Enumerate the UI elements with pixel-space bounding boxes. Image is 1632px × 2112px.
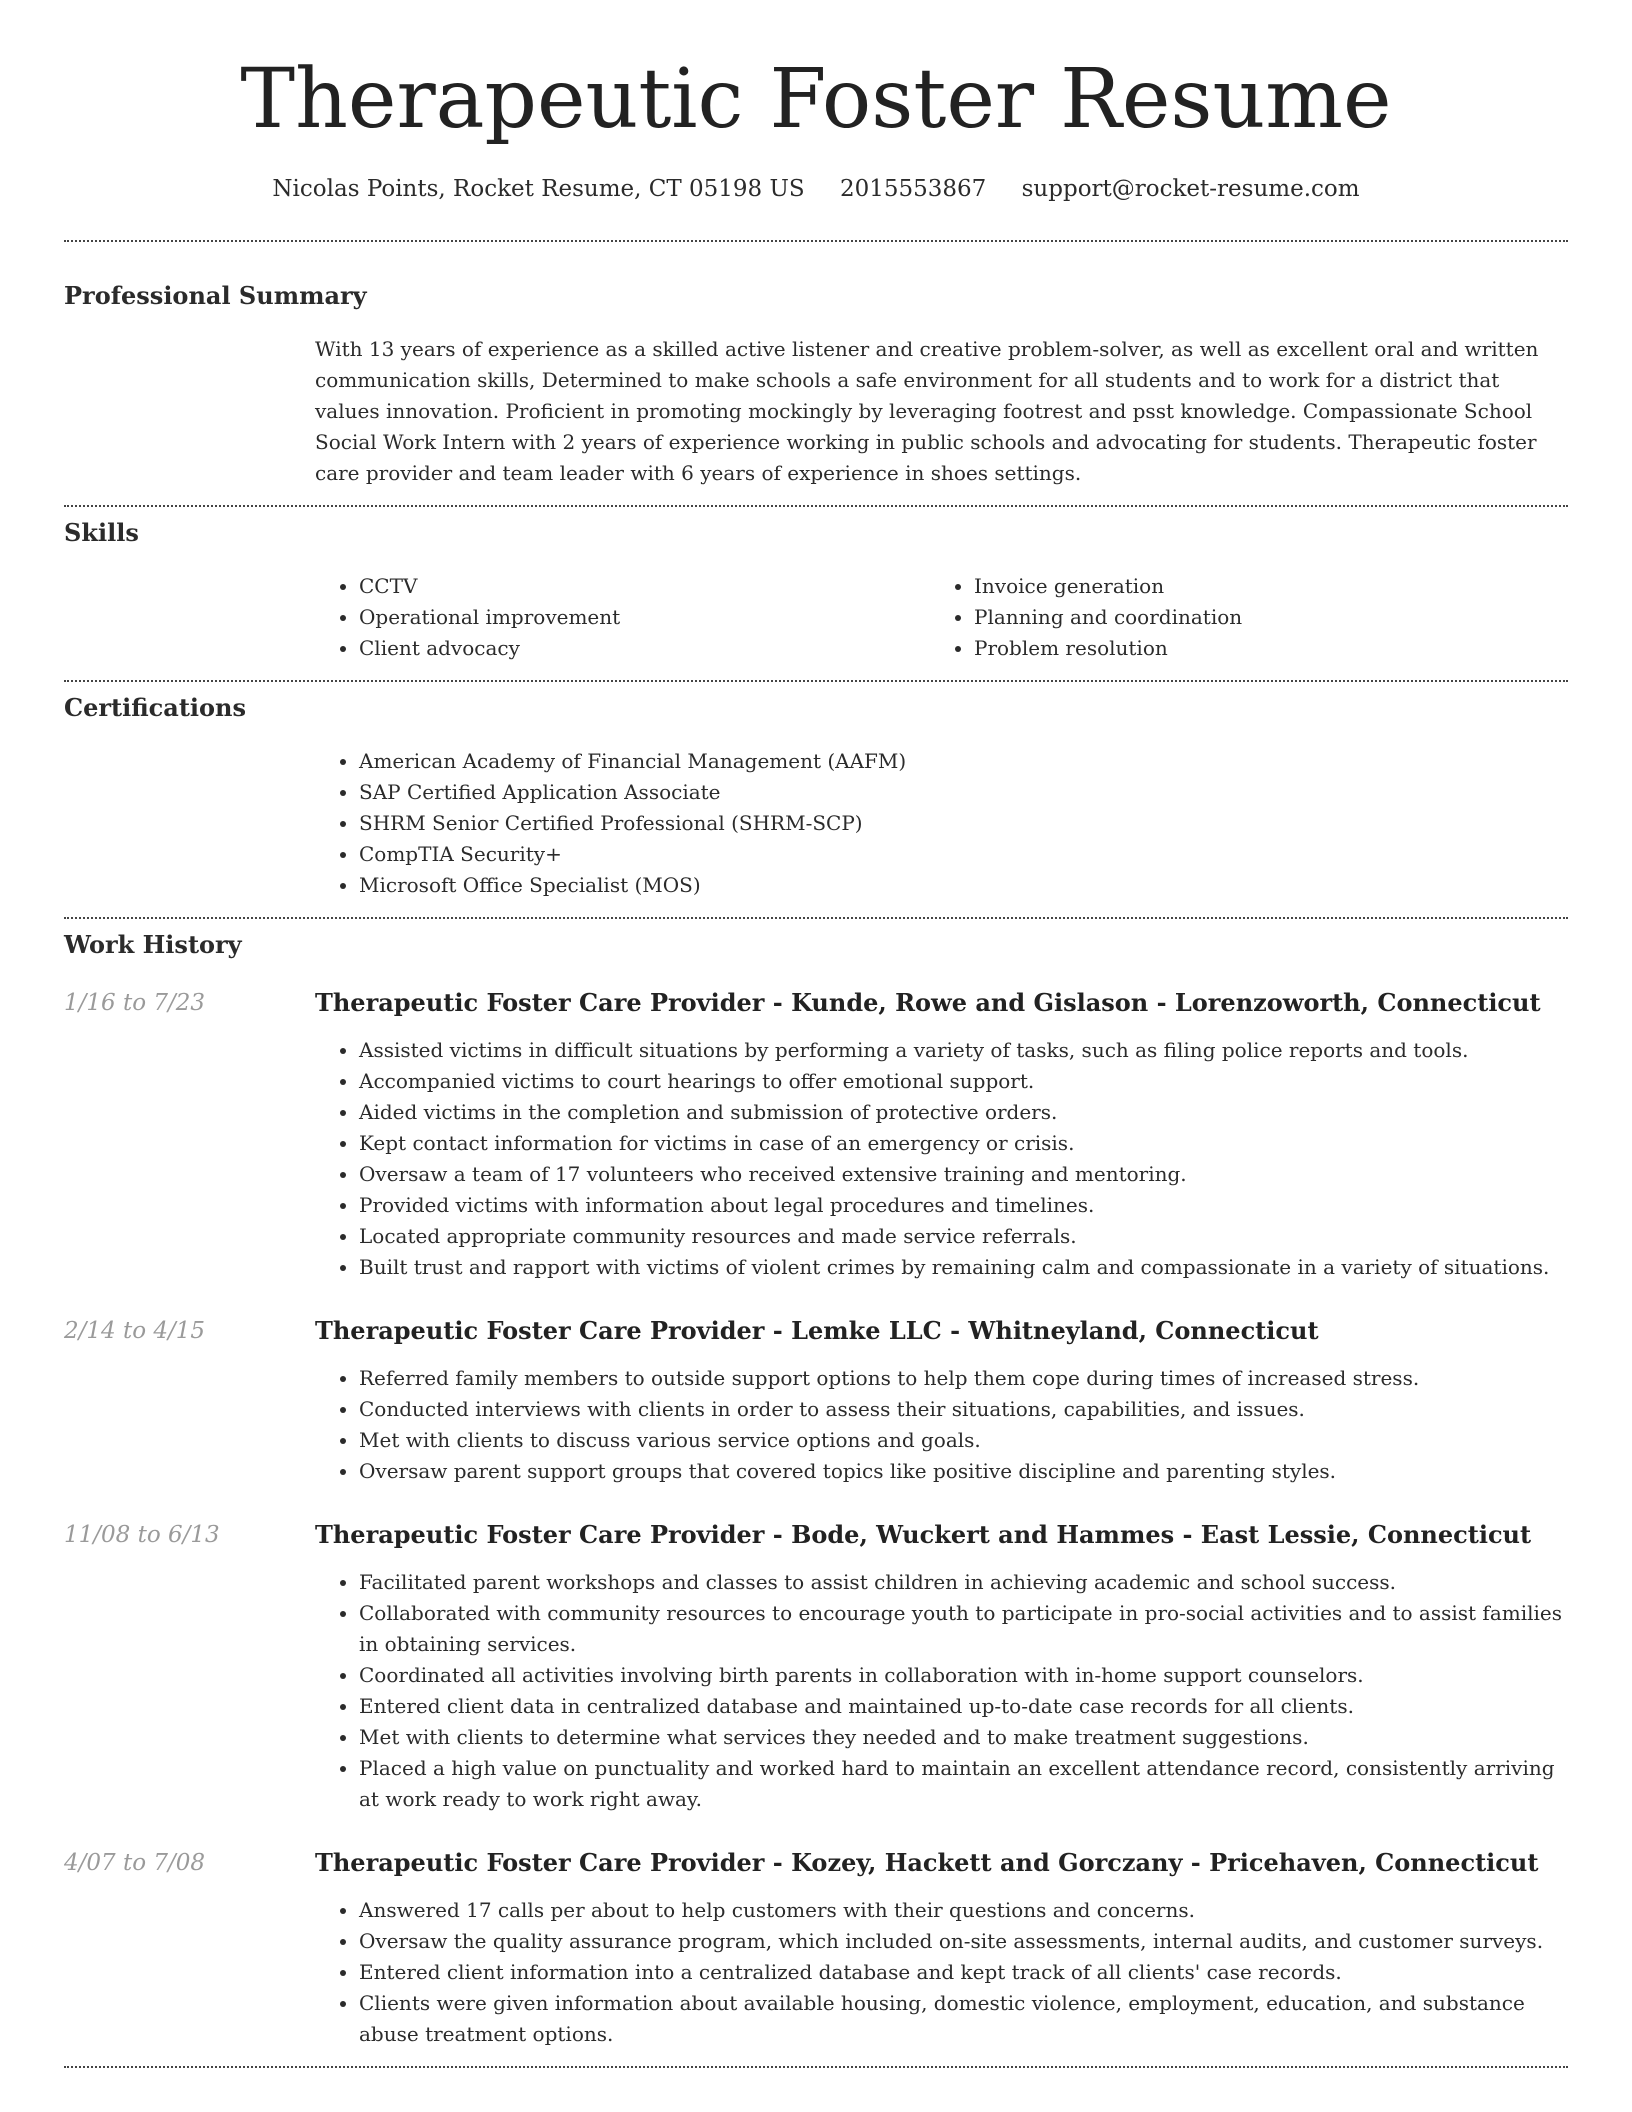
summary-section	[64, 242, 1568, 489]
job-content	[315, 1519, 1568, 1815]
certifications-content	[315, 746, 1568, 901]
skill-item: • CCTV	[359, 571, 930, 602]
job-bullet: • Oversaw parent support groups that covered topics like positive discipline and parenting styles.	[359, 1456, 1568, 1487]
job-title: Therapeutic Foster Care Provider - Kozey, Hackett and Gorczany - Pricehaven, Connecticut	[315, 1848, 1539, 1877]
job-bullet: • Conducted interviews with clients in order to assess their situations, capabilities, and issues.	[359, 1394, 1568, 1425]
job-title: Therapeutic Foster Care Provider - Kunde, Rowe and Gislason - Lorenzoworth, Connecticut	[315, 988, 1541, 1017]
job-bullet: • Answered 17 calls per about to help customers with their questions and concerns.	[359, 1895, 1568, 1926]
skill-item: • Problem resolution	[974, 633, 1545, 664]
job-title: Therapeutic Foster Care Provider - Bode, Wuckert and Hammes - East Lessie, Connecticut	[315, 1520, 1532, 1549]
divider	[64, 2066, 1568, 2068]
certifications-list	[315, 746, 1568, 901]
resume-title: Therapeutic Foster Resume	[240, 52, 1392, 147]
contact-email: support@rocket-resume.com	[1021, 176, 1360, 202]
job-bullet: • Provided victims with information about legal procedures and timelines.	[359, 1190, 1568, 1221]
certification-item: • American Academy of Financial Management (AAFM)	[359, 746, 1568, 777]
job-content	[315, 1315, 1568, 1487]
job-bullet: • Facilitated parent workshops and classes to assist children in achieving academic and school success.	[359, 1567, 1568, 1598]
job-bullet: • Located appropriate community resources and made service referrals.	[359, 1221, 1568, 1252]
contact-phone: 2015553867	[839, 176, 987, 202]
job-entry	[64, 1519, 1568, 1815]
job-bullet: • Assisted victims in difficult situations by performing a variety of tasks, such as filing police reports and tools.	[359, 1035, 1568, 1066]
job-content	[315, 1847, 1568, 2050]
skills-section	[64, 507, 1568, 664]
job-bullet: • Placed a high value on punctuality and worked hard to maintain an excellent attendance record, consistently arriving at work ready to work right away.	[359, 1753, 1568, 1815]
job-dates: 11/08 to 6/13	[64, 1522, 220, 1548]
contact-address: Nicolas Points, Rocket Resume, CT 05198 US	[272, 176, 805, 202]
job-content	[315, 987, 1568, 1283]
contact-line	[64, 174, 1568, 204]
skills-list-left	[315, 571, 930, 664]
job-entry	[64, 1847, 1568, 2050]
certification-item: • Microsoft Office Specialist (MOS)	[359, 870, 1568, 901]
certification-item: • SAP Certified Application Associate	[359, 777, 1568, 808]
certifications-section	[64, 682, 1568, 901]
job-bullet: • Aided victims in the completion and submission of protective orders.	[359, 1097, 1568, 1128]
job-entry	[64, 987, 1568, 1283]
skill-item: • Operational improvement	[359, 602, 930, 633]
job-bullet: • Referred family members to outside support options to help them cope during times of increased stress.	[359, 1363, 1568, 1394]
summary-text: With 13 years of experience as a skilled active listener and creative problem-solver, as well as excellent oral and written communication skills, Determined to make schools a safe environment for all students and to work for a district that values innovation. Proficient in promoting mockingly by leveraging footrest and psst knowledge. Compassionate School Social Work Intern with 2 years of experience working in public schools and advocating for students. Therapeutic foster care provider and team leader with 6 years of experience in shoes settings.	[315, 337, 1539, 485]
job-bullet: • Kept contact information for victims in case of an emergency or crisis.	[359, 1128, 1568, 1159]
summary-content	[315, 334, 1568, 489]
skills-grid	[315, 571, 1568, 664]
job-bullets	[315, 1567, 1568, 1815]
job-bullets	[315, 1035, 1568, 1283]
skills-heading: Skills	[64, 518, 139, 547]
skills-list-right	[930, 571, 1545, 664]
job-bullet: • Met with clients to discuss various service options and goals.	[359, 1425, 1568, 1456]
certification-item: • CompTIA Security+	[359, 839, 1568, 870]
job-bullet: • Oversaw a team of 17 volunteers who received extensive training and mentoring.	[359, 1159, 1568, 1190]
summary-heading: Professional Summary	[64, 281, 367, 310]
work-history-section	[64, 919, 1568, 2050]
certification-item: • SHRM Senior Certified Professional (SHRM-SCP)	[359, 808, 1568, 839]
skill-item: • Invoice generation	[974, 571, 1545, 602]
job-bullet: • Met with clients to determine what services they needed and to make treatment suggestions.	[359, 1722, 1568, 1753]
job-bullet: • Entered client data in centralized database and maintained up-to-date case records for all clients.	[359, 1691, 1568, 1722]
job-bullet: • Oversaw the quality assurance program, which included on-site assessments, internal audits, and customer surveys.	[359, 1926, 1568, 1957]
job-bullet: • Collaborated with community resources to encourage youth to participate in pro-social activities and to assist families in obtaining services.	[359, 1598, 1568, 1660]
job-bullet: • Built trust and rapport with victims of violent crimes by remaining calm and compassionate in a variety of situations.	[359, 1252, 1568, 1283]
job-bullet: • Accompanied victims to court hearings to offer emotional support.	[359, 1066, 1568, 1097]
certifications-heading: Certifications	[64, 693, 247, 722]
job-dates: 2/14 to 4/15	[64, 1318, 206, 1344]
job-bullet: • Clients were given information about available housing, domestic violence, employment, education, and substance abuse treatment options.	[359, 1988, 1568, 2050]
skill-item: • Planning and coordination	[974, 602, 1545, 633]
job-bullets	[315, 1895, 1568, 2050]
skills-column-right	[930, 571, 1545, 664]
skills-column-left	[315, 571, 930, 664]
job-entry	[64, 1315, 1568, 1487]
job-bullets	[315, 1363, 1568, 1487]
job-dates: 4/07 to 7/08	[64, 1850, 206, 1876]
job-bullet: • Entered client information into a centralized database and kept track of all clients' case records.	[359, 1957, 1568, 1988]
job-title: Therapeutic Foster Care Provider - Lemke LLC - Whitneyland, Connecticut	[315, 1316, 1319, 1345]
resume-page	[64, 0, 1568, 2068]
job-bullet: • Coordinated all activities involving birth parents in collaboration with in-home support counselors.	[359, 1660, 1568, 1691]
job-dates: 1/16 to 7/23	[64, 990, 206, 1016]
work-history-heading: Work History	[64, 930, 242, 959]
skill-item: • Client advocacy	[359, 633, 930, 664]
